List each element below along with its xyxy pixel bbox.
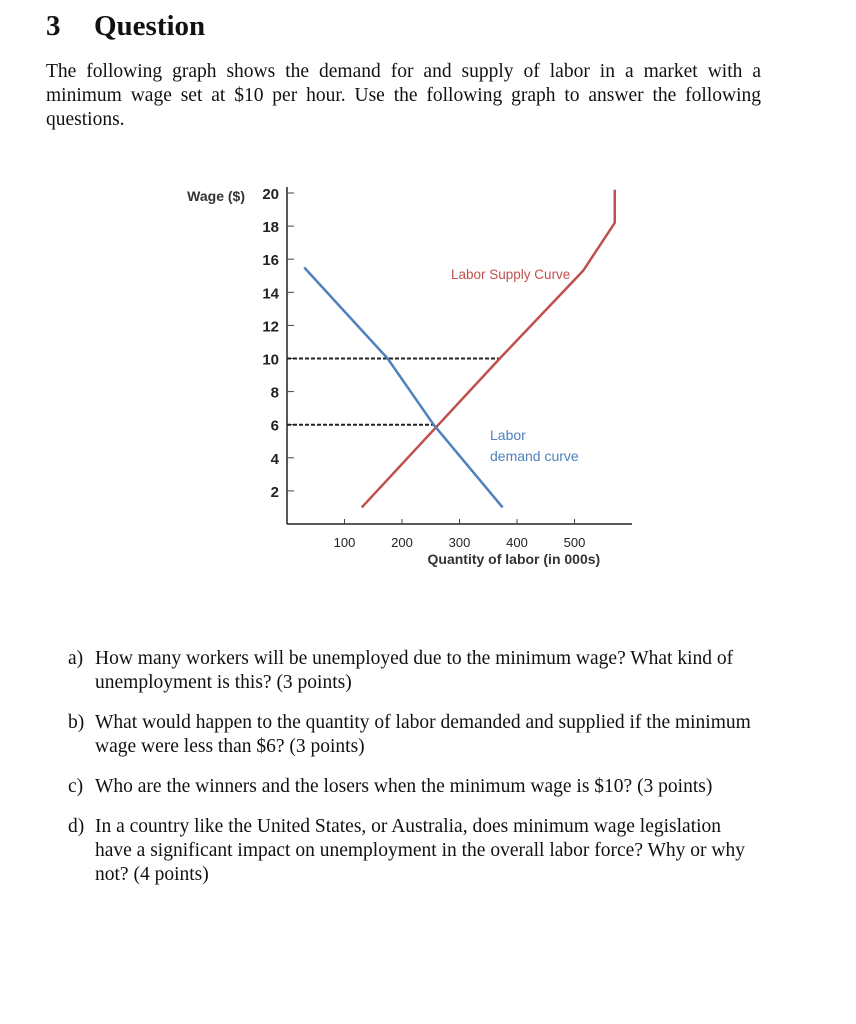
y-tick-label: 12 [262, 318, 279, 336]
y-tick-label: 2 [270, 483, 279, 501]
intro-paragraph: The following graph shows the demand for and supply of labor in a market with a minimum wage set at $10 per hour. Use the following graph to answer the following questions. [46, 61, 761, 130]
y-tick-label: 18 [262, 219, 279, 237]
demand-curve-label: Labor [490, 427, 526, 443]
question-marker: d) [68, 816, 85, 837]
demand-curve-label: demand curve [490, 448, 579, 464]
supply-curve-label: Labor Supply Curve [451, 267, 571, 282]
x-axis-title: Quantity of labor (in 000s) [427, 551, 601, 567]
question-marker: a) [68, 648, 84, 669]
y-tick-label: 4 [270, 450, 279, 468]
y-tick-label: 10 [262, 351, 279, 369]
x-tick-label: 500 [563, 535, 586, 550]
question-marker: b) [68, 712, 85, 733]
y-tick-label: 6 [270, 417, 279, 435]
y-tick-label: 20 [262, 186, 279, 203]
question-item [68, 775, 760, 799]
x-tick-label: 100 [333, 535, 356, 550]
section-number: 3 [46, 10, 61, 42]
question-text: Who are the winners and the losers when the minimum wage is $10? (3 points) [95, 776, 713, 797]
question-text: In a country like the United States, or Australia, does minimum wage legislation have a significant impact on unemployment in the overall labor force? Why or why not? (4 points) [95, 816, 745, 885]
x-tick-label: 200 [391, 535, 413, 550]
question-item [68, 647, 760, 695]
question-list [68, 647, 760, 903]
y-tick-label: 14 [262, 285, 279, 303]
y-axis-title: Wage ($) [187, 188, 245, 204]
y-tick-label: 16 [262, 252, 279, 270]
question-item [68, 711, 760, 759]
section-title: Question [94, 10, 206, 42]
question-marker: c) [68, 776, 84, 797]
question-text: What would happen to the quantity of labor demanded and supplied if the minimum wage were less than $6? (3 points) [95, 712, 751, 757]
x-tick-label: 400 [506, 535, 528, 550]
question-item [68, 815, 760, 887]
question-text: How many workers will be unemployed due to the minimum wage? What kind of unemployment is this? (3 points) [95, 648, 734, 693]
x-tick-label: 300 [448, 535, 471, 550]
y-tick-label: 8 [270, 384, 279, 402]
